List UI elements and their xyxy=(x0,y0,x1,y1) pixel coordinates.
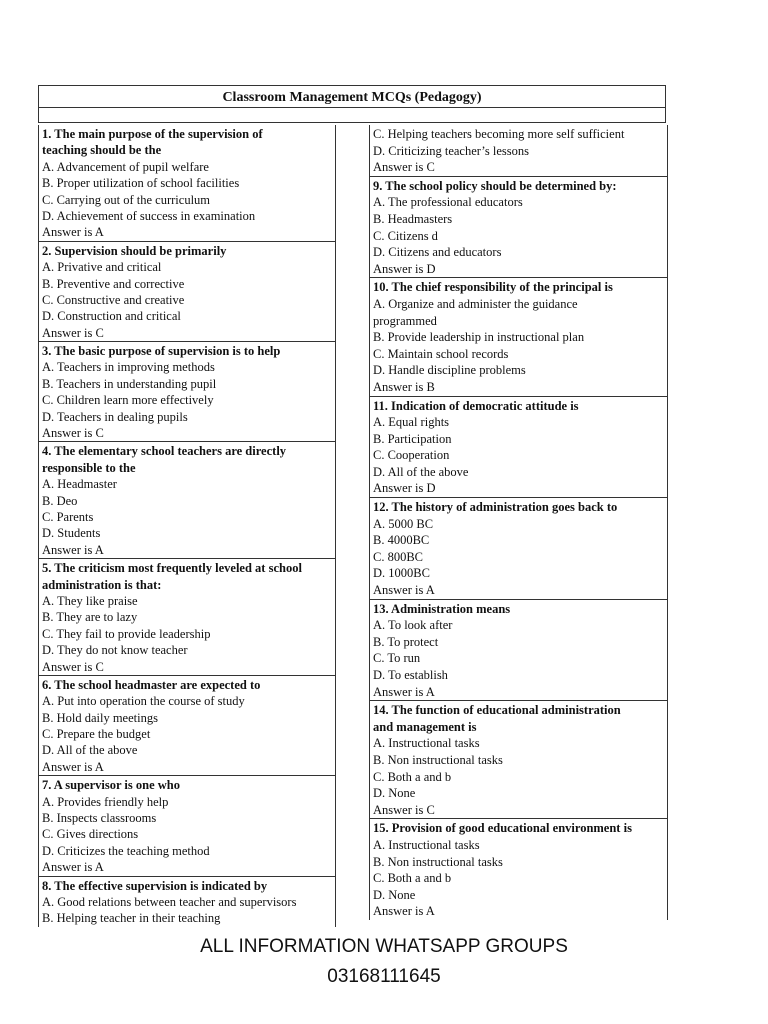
question-block xyxy=(370,397,667,499)
question-text: 2. Supervision should be primarily xyxy=(42,243,227,258)
question-text: 1. The main purpose of the supervision of xyxy=(42,127,263,141)
option-text: A. Instructional tasks xyxy=(373,837,480,852)
question-block xyxy=(39,342,335,442)
answer-text: Answer is B xyxy=(373,379,435,394)
question-text: and management is xyxy=(373,719,477,734)
option-text: A. Good relations between teacher and supervisors xyxy=(42,894,297,909)
option-text: A. Advancement of pupil welfare xyxy=(42,159,209,174)
option-text: C. 800BC xyxy=(373,549,424,564)
option-text: D. To establish xyxy=(373,668,448,682)
option-text: B. To protect xyxy=(373,634,439,649)
option-text: A. The professional educators xyxy=(373,195,523,210)
question-text: 11. Indication of democratic attitude is xyxy=(373,398,579,413)
option-text: B. Participation xyxy=(373,431,452,446)
question-text: teaching should be the xyxy=(42,143,162,158)
option-text: D. They do not know teacher xyxy=(42,643,188,658)
option-text: D. All of the above xyxy=(373,464,469,479)
page-title: Classroom Management MCQs (Pedagogy) xyxy=(38,85,666,108)
option-text: B. 4000BC xyxy=(373,533,430,548)
title-divider xyxy=(38,108,666,123)
option-text: A. Put into operation the course of study xyxy=(42,694,245,709)
option-text: B. Helping teacher in their teaching xyxy=(42,911,221,926)
option-text: B. Provide leadership in instructional plan xyxy=(373,330,585,345)
question-block xyxy=(39,125,335,242)
option-text: B. Headmasters xyxy=(373,211,453,226)
question-block xyxy=(370,498,667,600)
footer-line-1: ALL INFORMATION WHATSAPP GROUPS xyxy=(200,936,568,957)
option-text: A. Instructional tasks xyxy=(373,736,480,751)
option-text: B. They are to lazy xyxy=(42,610,138,625)
option-text: D. All of the above xyxy=(42,743,138,758)
option-text: D. 1000BC xyxy=(373,566,430,581)
option-text: C. Children learn more effectively xyxy=(42,393,214,408)
answer-text: Answer is C xyxy=(42,325,104,340)
answer-text: Answer is C xyxy=(42,426,104,441)
footer-line-2: 03168111645 xyxy=(327,966,441,987)
question-text: 14. The function of educational administration xyxy=(373,703,621,718)
option-text: A. To look after xyxy=(373,618,453,633)
question-block xyxy=(39,242,335,342)
answer-text: Answer is A xyxy=(42,759,104,774)
right-question-column xyxy=(369,125,668,920)
question-block xyxy=(39,442,335,559)
question-text: 7. A supervisor is one who xyxy=(42,778,180,793)
option-text: B. Non instructional tasks xyxy=(373,854,503,869)
option-text: B. Teachers in understanding pupil xyxy=(42,376,217,391)
question-text: 4. The elementary school teachers are directly xyxy=(42,444,287,459)
option-text: A. Privative and critical xyxy=(42,260,162,275)
question-text: responsible to the xyxy=(42,460,136,475)
option-text: C. To run xyxy=(373,651,421,666)
question-text: 3. The basic purpose of supervision is to help xyxy=(42,344,281,359)
question-text: administration is that: xyxy=(42,577,162,592)
question-text: 13. Administration means xyxy=(373,601,511,616)
option-text: programmed xyxy=(373,313,437,328)
answer-text: Answer is A xyxy=(42,225,104,240)
option-text: C. Constructive and creative xyxy=(42,292,185,307)
question-block xyxy=(370,600,667,702)
option-text: B. Hold daily meetings xyxy=(42,710,158,725)
question-text: 8. The effective supervision is indicated by xyxy=(42,878,268,893)
option-text: C. They fail to provide leadership xyxy=(42,626,211,641)
question-block xyxy=(370,177,667,279)
option-text: C. Cooperation xyxy=(373,448,450,463)
option-text: D. Criticizing teacher’s lessons xyxy=(373,143,529,158)
option-text: D. Construction and critical xyxy=(42,309,181,324)
question-text: 5. The criticism most frequently leveled at school xyxy=(42,561,302,576)
answer-text: Answer is A xyxy=(373,684,435,699)
answer-text: Answer is A xyxy=(373,904,435,919)
option-text: A. Provides friendly help xyxy=(42,794,169,809)
option-text: C. Helping teachers becoming more self sufficient xyxy=(373,127,625,141)
answer-text: Answer is A xyxy=(42,860,104,875)
option-text: C. Citizens d xyxy=(373,228,438,243)
option-text: B. Preventive and corrective xyxy=(42,276,185,291)
option-text: A. They like praise xyxy=(42,593,138,608)
answer-text: Answer is A xyxy=(42,542,104,557)
question-text: 10. The chief responsibility of the principal is xyxy=(373,280,613,295)
option-text: A. Headmaster xyxy=(42,477,117,492)
option-text: D. Teachers in dealing pupils xyxy=(42,409,188,424)
question-block xyxy=(39,676,335,776)
option-text: A. Teachers in improving methods xyxy=(42,360,215,375)
option-text: D. Students xyxy=(42,526,101,541)
answer-text: Answer is C xyxy=(373,160,435,175)
option-text: C. Gives directions xyxy=(42,827,139,842)
option-text: D. Handle discipline problems xyxy=(373,363,526,378)
question-text: 9. The school policy should be determined by: xyxy=(373,178,617,193)
option-text: D. Citizens and educators xyxy=(373,245,502,260)
question-block xyxy=(370,819,667,920)
option-text: A. Equal rights xyxy=(373,415,450,430)
question-block xyxy=(370,125,667,177)
answer-text: Answer is A xyxy=(373,583,435,598)
option-text: B. Non instructional tasks xyxy=(373,752,503,767)
question-text: 6. The school headmaster are expected to xyxy=(42,677,261,692)
option-text: D. None xyxy=(373,786,416,801)
option-text: B. Inspects classrooms xyxy=(42,811,157,826)
option-text: B. Deo xyxy=(42,493,78,508)
option-text: C. Parents xyxy=(42,509,94,524)
question-text: 12. The history of administration goes back to xyxy=(373,500,618,515)
option-text: C. Both a and b xyxy=(373,871,452,886)
question-block xyxy=(39,559,335,676)
option-text: D. Criticizes the teaching method xyxy=(42,843,210,858)
option-text: C. Carrying out of the curriculum xyxy=(42,192,211,207)
option-text: C. Maintain school records xyxy=(373,346,509,361)
answer-text: Answer is D xyxy=(373,261,436,276)
answer-text: Answer is C xyxy=(373,802,435,817)
answer-text: Answer is D xyxy=(373,481,436,496)
option-text: D. None xyxy=(373,887,416,902)
answer-text: Answer is C xyxy=(42,659,104,674)
left-question-column xyxy=(38,125,336,927)
question-text: 15. Provision of good educational environment is xyxy=(373,821,632,836)
option-text: A. Organize and administer the guidance xyxy=(373,296,578,311)
option-text: B. Proper utilization of school facilities xyxy=(42,176,240,191)
question-block xyxy=(39,776,335,876)
question-block xyxy=(39,877,335,927)
question-block xyxy=(370,278,667,396)
option-text: C. Prepare the budget xyxy=(42,727,151,742)
option-text: A. 5000 BC xyxy=(373,516,434,531)
option-text: C. Both a and b xyxy=(373,769,452,784)
option-text: D. Achievement of success in examination xyxy=(42,208,256,223)
mcq-sheet xyxy=(38,85,666,933)
question-block xyxy=(370,701,667,819)
